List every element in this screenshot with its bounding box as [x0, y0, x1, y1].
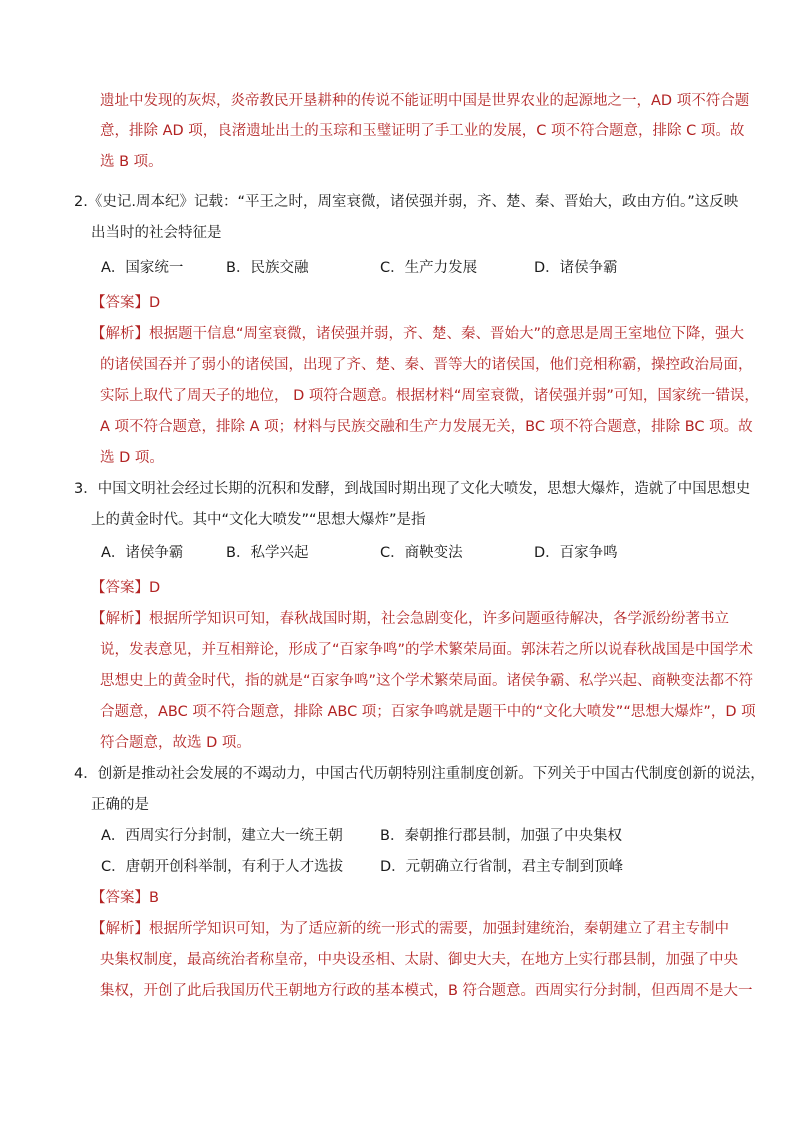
text-line: 【答案】B	[91, 890, 159, 906]
answer-option: C．生产力发展	[380, 260, 478, 276]
text-line: 选 B 项。	[100, 154, 163, 170]
answer-option: A．西周实行分封制，建立大一统王朝	[101, 828, 343, 844]
answer-option: B．民族交融	[226, 260, 309, 276]
answer-option: C．唐朝开创科举制，有利于人才选拔	[101, 859, 344, 875]
answer-option: A．诸侯争霸	[101, 545, 184, 561]
text-line: 说，发表意见，并互相辩论，形成了“百家争鸣”的学术繁荣局面。郭沫若之所以说春秋战国是中国学术	[100, 642, 754, 658]
text-line: 符合题意，故选 D 项。	[100, 735, 251, 751]
text-line: 正确的是	[91, 797, 149, 813]
text-line: 遗址中发现的灰烬，炎帝教民开垦耕种的传说不能证明中国是世界农业的起源地之一，AD 项不符合题	[100, 93, 750, 109]
text-line: 的诸侯国吞并了弱小的诸侯国，出现了齐、楚、秦、晋等大的诸侯国，他们竞相称霸，操控政治局面，	[100, 357, 753, 373]
text-line: 合题意，ABC 项不符合题意，排除 ABC 项；百家争鸣就是题干中的“文化大喷发”“思想大爆炸”，D 项	[100, 704, 756, 720]
answer-option: B．私学兴起	[226, 545, 309, 561]
text-line: 【解析】根据题干信息“周室衰微，诸侯强并弱，齐、楚、秦、晋始大”的意思是周王室地位下降，强大	[91, 326, 745, 342]
text-line: A 项不符合题意，排除 A 项；材料与民族交融和生产力发展无关，BC 项不符合题意，排除 BC 项。故	[100, 419, 753, 435]
answer-option: D．百家争鸣	[534, 545, 618, 561]
text-line: 3．中国文明社会经过长期的沉积和发酵，到战国时期出现了文化大喷发，思想大爆炸，造就了中国思想史	[74, 481, 751, 497]
text-line: 【解析】根据所学知识可知，为了适应新的统一形式的需要，加强封建统治，秦朝建立了君主专制中	[91, 921, 729, 937]
answer-option: A．国家统一	[101, 260, 184, 276]
text-line: 4．创新是推动社会发展的不竭动力，中国古代历朝特别注重制度创新。下列关于中国古代制度创新的说法，	[74, 766, 765, 782]
text-line: 选 D 项。	[100, 450, 164, 466]
text-line: 意，排除 AD 项，良渚遗址出土的玉琮和玉璧证明了手工业的发展，C 项不符合题意，排除 C 项。故	[100, 123, 745, 139]
text-line: 思想史上的黄金时代，指的就是“百家争鸣”这个学术繁荣局面。诸侯争霸、私学兴起、商鞅变法都不符	[100, 673, 754, 689]
answer-option: D．元朝确立行省制，君主专制到顶峰	[380, 859, 624, 875]
answer-option: B．秦朝推行郡县制，加强了中央集权	[380, 828, 622, 844]
text-line: 集权，开创了此后我国历代王朝地方行政的基本模式，B 符合题意。西周实行分封制，但西周不是大一	[100, 983, 753, 999]
text-line: 【解析】根据所学知识可知，春秋战国时期，社会急剧变化，许多问题亟待解决，各学派纷纷著书立	[91, 611, 729, 627]
text-line: 上的黄金时代。其中“文化大喷发”“思想大爆炸”是指	[91, 512, 426, 528]
text-line: 实际上取代了周天子的地位， D 项符合题意。根据材料“周室衰微，诸侯强并弱”可知，国家统一错误，	[100, 388, 759, 404]
answer-option: C．商鞅变法	[380, 545, 463, 561]
text-line: 2.《史记.周本纪》记载：“平王之时，周室衰微，诸侯强并弱，齐、楚、秦、晋始大，政由方伯。”这反映	[74, 194, 739, 210]
answer-option: D．诸侯争霸	[534, 260, 618, 276]
text-line: 出当时的社会特征是	[91, 225, 222, 241]
text-line: 央集权制度，最高统治者称皇帝，中央设丞相、太尉、御史大夫，在地方上实行郡县制，加强了中央	[100, 952, 738, 968]
text-line: 【答案】D	[91, 295, 161, 311]
text-line: 【答案】D	[91, 580, 161, 596]
